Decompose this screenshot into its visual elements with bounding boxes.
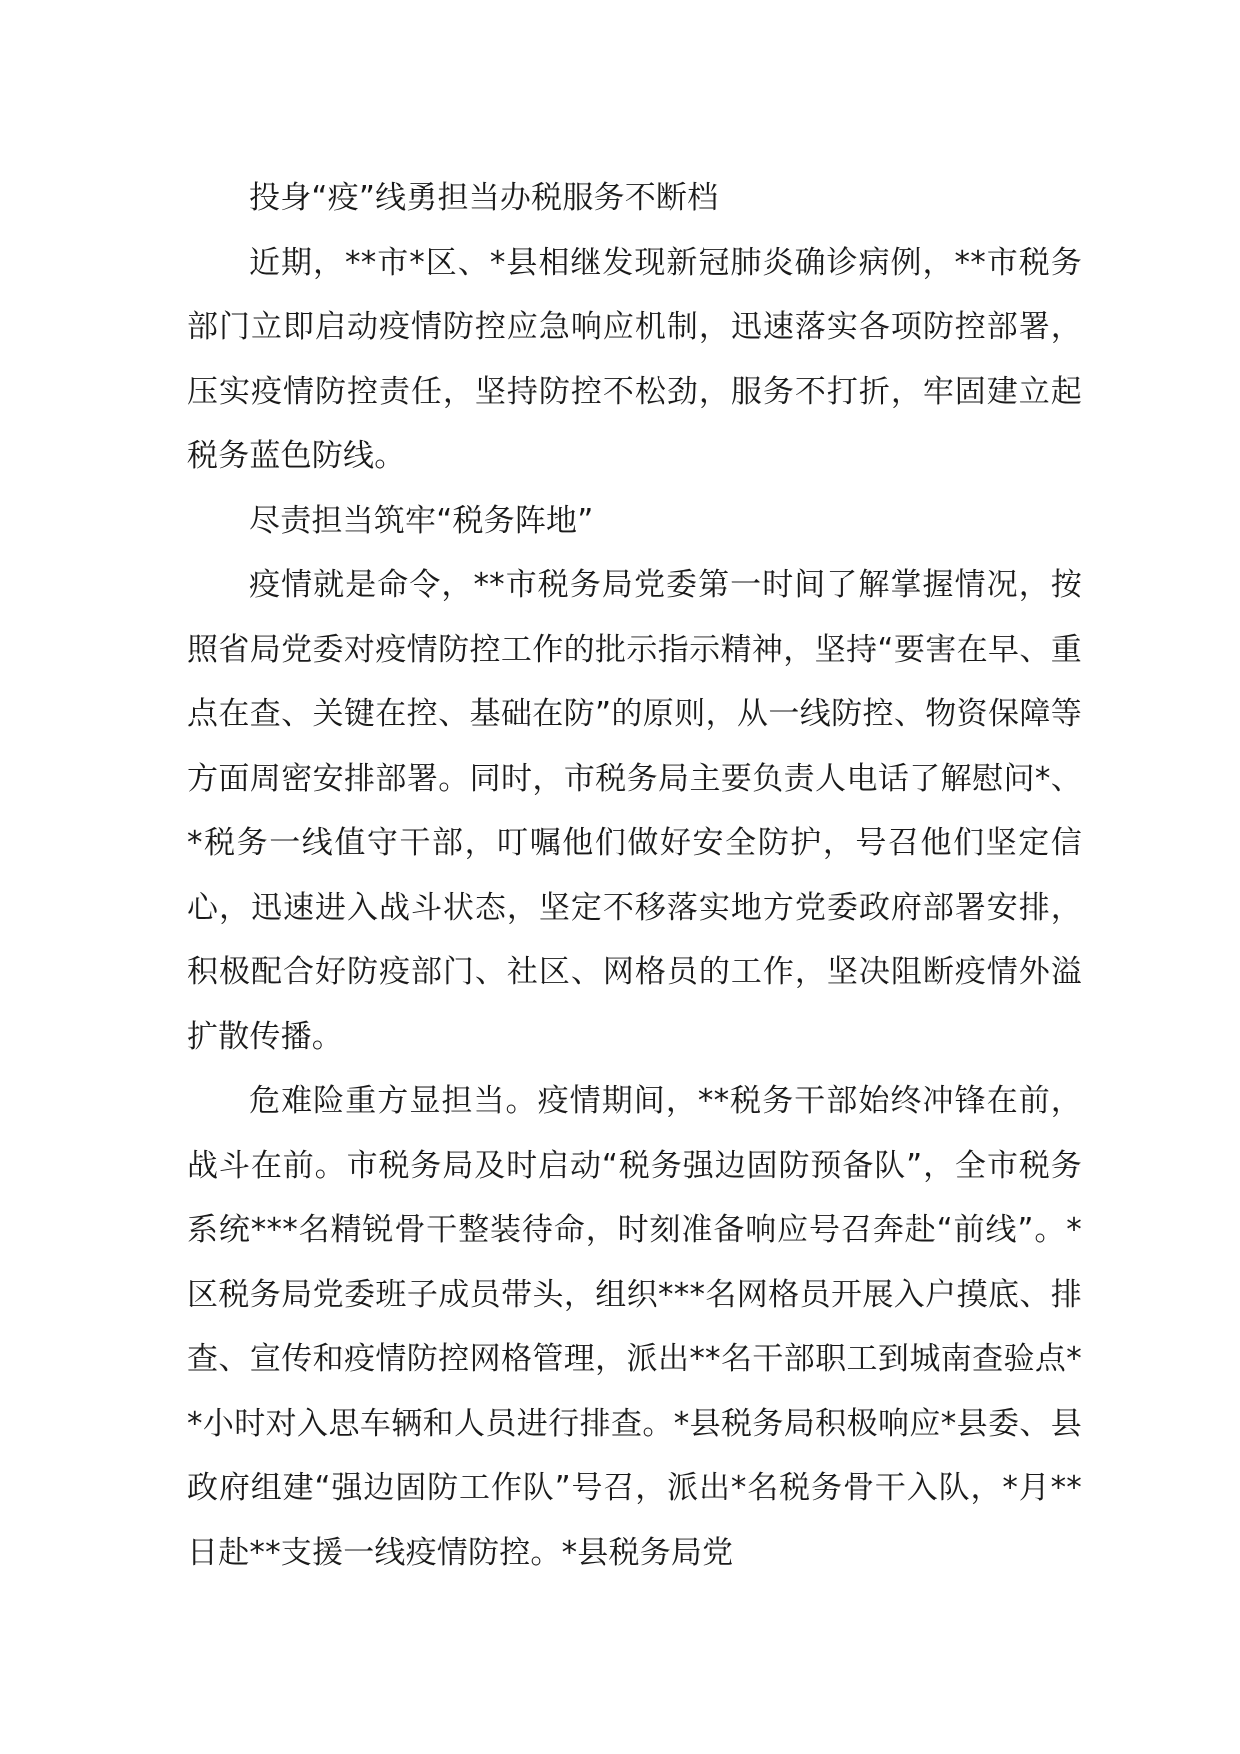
body-paragraph: 疫情就是命令，**市税务局党委第一时间了解掌握情况，按照省局党委对疫情防控工作的批示指示精神，坚持“要害在早、重点在查、关键在控、基础在防”的原则，从一线防控、物资保障等方面周密安排部署。同时，市税务局主要负责人电话了解慰问*、*税务一线值守干部，叮嘱他们做好安全防护，号召他们坚定信心，迅速进入战斗状态，坚定不移落实地方党委政府部署安排，积极配合好防疫部门、社区、网格员的工作，坚决阻断疫情外溢扩散传播。: [187, 567, 1082, 1055]
article-title: 投身“疫”线勇担当办税服务不断档: [249, 180, 719, 216]
section-heading: 尽责担当筑牢“税务阵地”: [249, 502, 594, 539]
intro-paragraph: 近期，**市*区、*县相继发现新冠肺炎确诊病例，**市税务部门立即启动疫情防控应急响应机制，迅速落实各项防控部署，压实疫情防控责任，坚持防控不松劲，服务不打折，牢固建立起税务蓝色防线。: [187, 244, 1082, 474]
body-paragraph: 危难险重方显担当。疫情期间，**税务干部始终冲锋在前，战斗在前。市税务局及时启动“税务强边固防预备队”，全市税务系统***名精锐骨干整装待命，时刻准备响应号召奔赴“前线”。*区税务局党委班子成员带头，组织***名网格员开展入户摸底、排查、宣传和疫情防控网格管理，派出**名干部职工到城南查验点**小时对入思车辆和人员进行排查。*县税务局积极响应*县委、县政府组建“强边固防工作队”号召，派出*名税务骨干入队，*月**日赴**支援一线疫情防控。*县税务局党: [187, 1083, 1082, 1571]
document-body: [187, 166, 1082, 1585]
